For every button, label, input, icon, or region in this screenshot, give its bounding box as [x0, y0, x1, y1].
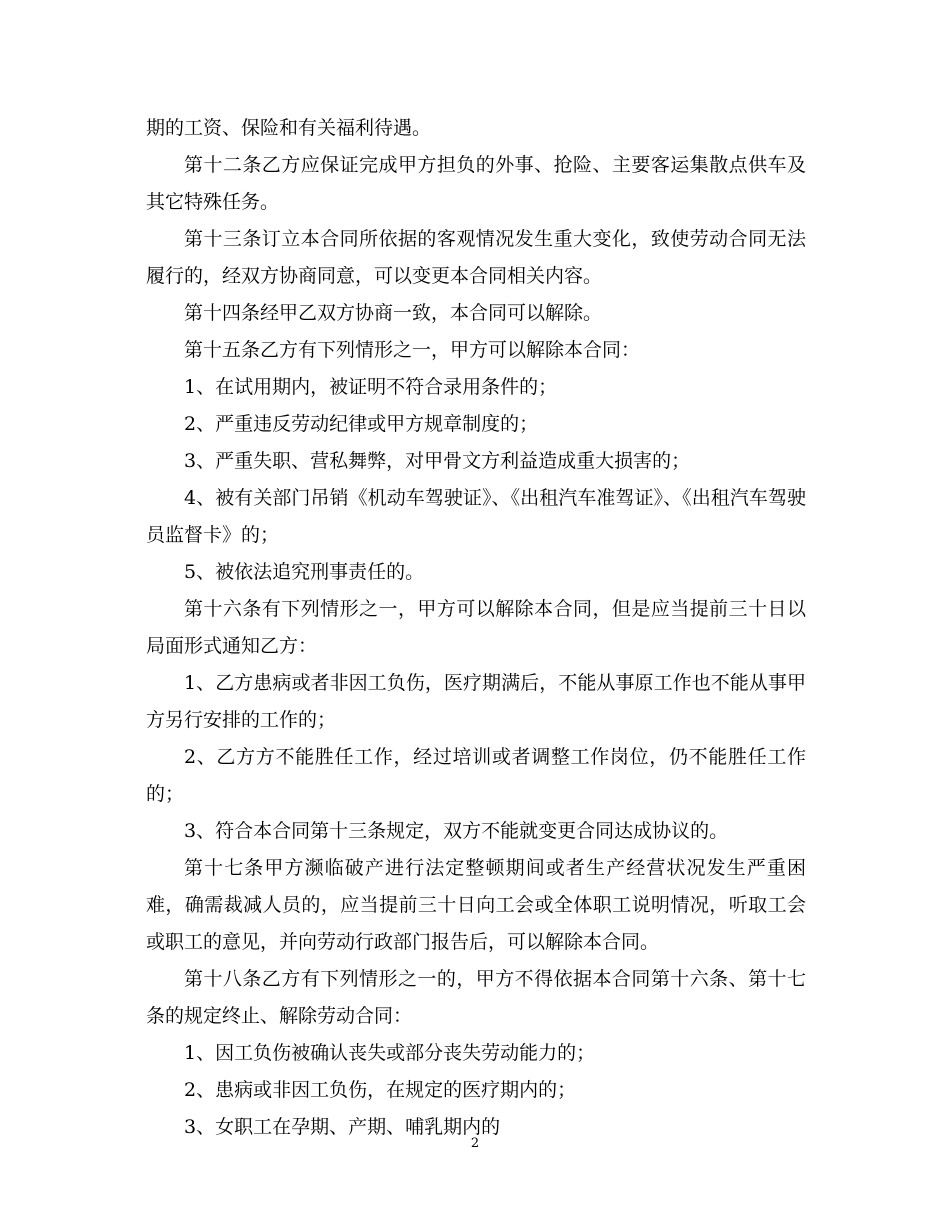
list-item: 2、乙方方不能胜任工作，经过培训或者调整工作岗位，仍不能胜任工作的； — [146, 746, 806, 805]
paragraph: 第十六条有下列情形之一，甲方可以解除本合同，但是应当提前三十日以局面形式通知乙方： — [146, 598, 806, 657]
list-item: 2、严重违反劳动纪律或甲方规章制度的； — [184, 413, 539, 435]
list-item: 3、女职工在孕期、产期、哺乳期内的 — [184, 1116, 501, 1138]
paragraph: 第十二条乙方应保证完成甲方担负的外事、抢险、主要客运集散点供车及其它特殊任务。 — [146, 154, 806, 213]
paragraph: 第十五条乙方有下列情形之一，甲方可以解除本合同： — [184, 339, 641, 361]
list-item: 5、被依法追究刑事责任的。 — [184, 561, 425, 583]
page-number: 2 — [470, 1136, 480, 1151]
list-item: 2、患病或非因工负伤，在规定的医疗期内的； — [184, 1079, 577, 1101]
paragraph: 第十八条乙方有下列情形之一的，甲方不得依据本合同第十六条、第十七条的规定终止、解除劳动合同： — [146, 968, 806, 1027]
list-item: 4、被有关部门吊销《机动车驾驶证》、《出租汽车准驾证》、《出租汽车驾驶员监督卡》的； — [146, 487, 806, 546]
paragraph: 第十四条经甲乙双方协商一致，本合同可以解除。 — [184, 302, 603, 324]
list-item: 3、符合本合同第十三条规定，双方不能就变更合同达成协议的。 — [184, 820, 729, 842]
paragraph: 第十三条订立本合同所依据的客观情况发生重大变化，致使劳动合同无法履行的，经双方协商同意，可以变更本合同相关内容。 — [146, 228, 806, 287]
document-body — [146, 110, 806, 1146]
list-item: 1、因工负伤被确认丧失或部分丧失劳动能力的； — [184, 1042, 596, 1064]
list-item: 1、在试用期内，被证明不符合录用条件的； — [184, 376, 558, 398]
list-item: 3、严重失职、营私舞弊，对甲骨文方利益造成重大损害的； — [184, 450, 691, 472]
list-item: 1、乙方患病或者非因工负伤，医疗期满后，不能从事原工作也不能从事甲方另行安排的工作的； — [146, 672, 806, 731]
paragraph: 第十七条甲方濒临破产进行法定整顿期间或者生产经营状况发生严重困难，确需裁减人员的，应当提前三十日向工会或全体职工说明情况，听取工会或职工的意见，并向劳动行政部门报告后，可以解除本合同。 — [146, 857, 806, 953]
paragraph: 期的工资、保险和有关福利待遇。 — [146, 117, 432, 139]
